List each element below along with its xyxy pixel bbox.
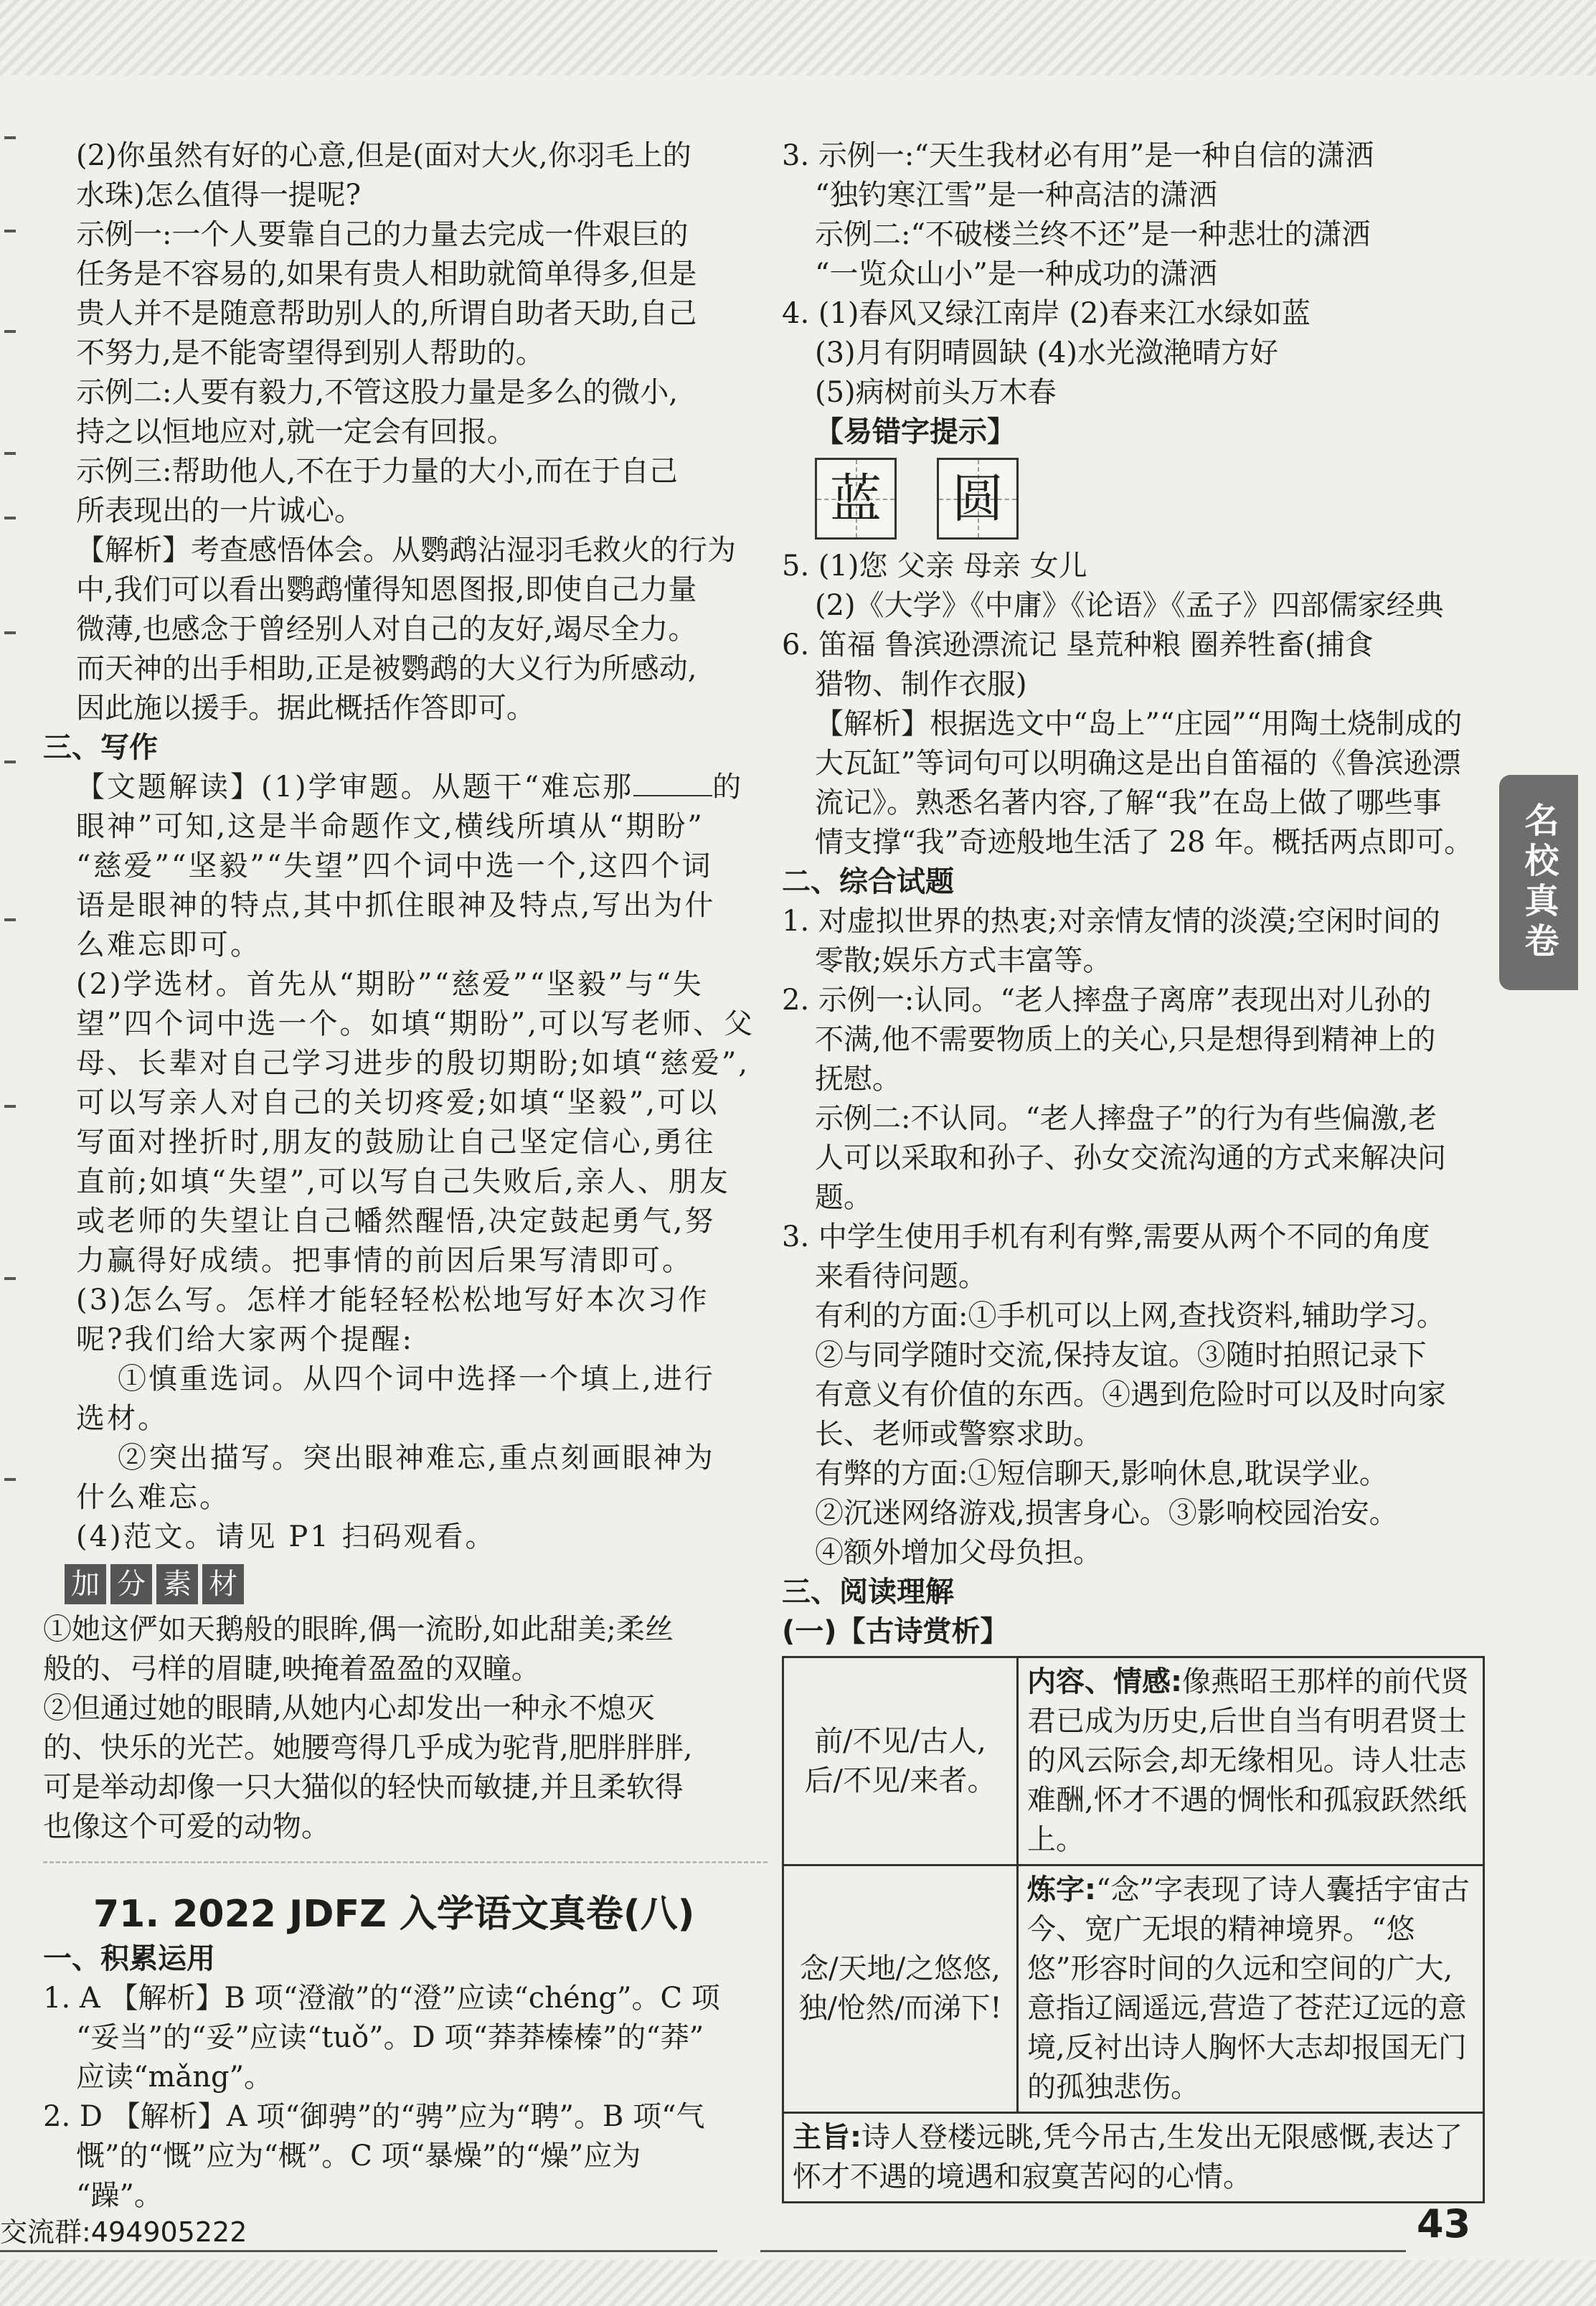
analysis-text: 诗人登楼远眺,凭今吊古,生发出无限感慨,表达了怀才不遇的境遇和寂寞苦闷的心情。 <box>793 2121 1463 2193</box>
poem-analysis-heading: (一)【古诗赏析】 <box>782 1615 1009 1648</box>
answer-line: 猎物、制作衣服) <box>815 668 1027 701</box>
section-heading-reading: 三、阅读理解 <box>782 1576 954 1609</box>
material-line: ①她这俨如天鹅般的眼眸,偶一流盼,如此甜美;柔丝 <box>43 1613 674 1646</box>
badge-char: 素 <box>156 1564 198 1604</box>
q3-line: 示例二:人要有毅力,不管这股力量是多么的微小, <box>76 376 678 409</box>
writing-line: 可以写亲人对自己的关切疼爱;如填“坚毅”,可以 <box>76 1086 719 1119</box>
writing-analysis <box>43 768 768 1557</box>
writing-line: 望”四个词中选一个。如填“期盼”,可以写老师、父 <box>76 1007 755 1040</box>
footer-rule-right <box>760 2250 1406 2252</box>
writing-line: 眼神”可知,这是半命题作文,横线所填从“期盼” <box>76 810 704 843</box>
answer-line: 6. 笛福 鲁滨逊漂流记 垦荒种粮 圈养牲畜(捕食 <box>782 629 1374 662</box>
q3-line: 中,我们可以看出鹦鹉懂得知恩图报,即使自己力量 <box>76 573 697 606</box>
answer-line: 有意义有价值的东西。④遇到危险时可以及时向家 <box>815 1378 1446 1411</box>
badge-char: 加 <box>65 1564 106 1604</box>
writing-line: 或老师的失望让自己幡然醒悟,决定鼓起勇气,努 <box>76 1205 716 1238</box>
material-line: ②但通过她的眼睛,从她内心却发出一种永不熄灭 <box>43 1692 655 1725</box>
left-margin-marks <box>0 115 22 2196</box>
question-3 <box>43 215 768 728</box>
right-column <box>782 136 1499 2203</box>
left-column <box>43 136 768 2216</box>
answer-line: 3. 中学生使用手机有利有弊,需要从两个不同的角度 <box>782 1220 1430 1253</box>
writing-line: 选材。 <box>76 1402 169 1435</box>
table-row <box>783 1865 1484 2113</box>
writing-line: (4)范文。请见 P1 扫码观看。 <box>76 1520 496 1553</box>
page-number: 43 <box>1417 2201 1471 2246</box>
answer-line: “独钓寒江雪”是一种高洁的潇洒 <box>815 179 1217 212</box>
answer-line: 【解析】根据选文中“岛上”“庄园”“用陶土烧制成的 <box>815 707 1463 740</box>
section-separator <box>43 1861 768 1872</box>
q3-line: 示例三:帮助他人,不在于力量的大小,而在于自己 <box>76 455 678 488</box>
analysis-text: “念”字表现了诗人囊括宇宙古今、宽广无垠的精神境界。“悠悠”形容时间的久远和空间的广大,意指辽阔遥远,营造了苍茫辽远的意境,反衬出诗人胸怀大志却报国无门的孤独悲伤。 <box>1027 1873 1470 2104</box>
answer-line: 情支撑“我”奇迹般地生活了 28 年。概括两点即可。 <box>815 826 1473 859</box>
answer-line: 2. D 【解析】A 项“御骋”的“骋”应为“聘”。B 项“气 <box>43 2100 705 2133</box>
q3-line: 示例一:一个人要靠自己的力量去完成一件艰巨的 <box>76 218 689 251</box>
paper-title: 71. 2022 JDFZ 入学语文真卷(八) <box>93 1893 695 1936</box>
q3-line: 而天神的出手相助,正是被鹦鹉的大义行为所感动, <box>76 652 697 685</box>
answer-line: (5)病树前头万木春 <box>815 376 1057 409</box>
fill-blank-line <box>633 773 712 796</box>
footer-rule-left <box>0 2250 717 2252</box>
writing-line: ②突出描写。突出眼神难忘,重点刻画眼神为 <box>118 1441 715 1474</box>
poem-lines-cell <box>783 1657 1018 1865</box>
answer-line: ②与同学随时交流,保持友谊。③随时拍照记录下 <box>815 1339 1427 1372</box>
answer-line: 人可以采取和孙子、孙女交流沟通的方式来解决问题。 <box>815 1142 1446 1214</box>
answer-line: 长、老师或警察求助。 <box>815 1418 1102 1451</box>
writing-line: 语是眼神的特点,其中抓住眼神及特点,写出为什 <box>76 889 716 922</box>
poem-line: 念/天地/之悠悠, <box>800 1952 1001 1985</box>
analysis-label: 内容、情感: <box>1027 1665 1182 1698</box>
typo-char: 圆 <box>951 468 1004 529</box>
answer-line: ②沉迷网络游戏,损害身心。③影响校园治安。 <box>815 1497 1398 1530</box>
answer-line: 慨”的“慨”应为“概”。C 项“暴燥”的“燥”应为 <box>76 2140 641 2173</box>
writing-line: “慈爱”“坚毅”“失望”四个词中选一个,这四个词 <box>76 850 713 883</box>
section-heading-writing: 三、写作 <box>43 731 158 764</box>
answer-line: 4. (1)春风又绿江南岸 (2)春来江水绿如蓝 <box>782 297 1311 330</box>
side-tab-label: 名校真卷 <box>1499 775 1578 990</box>
q3-line: 【解析】考查感悟体会。从鹦鹉沾湿羽毛救火的行为 <box>76 534 736 567</box>
answer-line: 抚慰。 <box>815 1063 901 1096</box>
answer-line: 有弊的方面:①短信聊天,影响休息,耽误学业。 <box>815 1457 1388 1490</box>
material-line: 也像这个可爱的动物。 <box>43 1810 330 1843</box>
analysis-cell <box>1018 1657 1484 1865</box>
q3-line: 任务是不容易的,如果有贵人相助就简单得多,但是 <box>76 258 697 291</box>
tian-grid-cell <box>815 458 897 540</box>
answer-line: 不满,他不需要物质上的关心,只是想得到精神上的 <box>815 1023 1436 1056</box>
answer-line: (2)《大学》《中庸》《论语》《孟子》四部儒家经典 <box>815 589 1444 622</box>
answer-line: “一览众山小”是一种成功的潇洒 <box>815 258 1217 291</box>
writing-line: 的 <box>712 771 744 804</box>
answer-line: 有利的方面:①手机可以上网,查找资料,辅助学习。 <box>815 1299 1445 1332</box>
analysis-label: 炼字: <box>1027 1873 1096 1906</box>
bonus-material-badge <box>65 1564 244 1604</box>
q3-line: 所表现出的一片诚心。 <box>76 494 363 527</box>
answer-line: ④额外增加父母负担。 <box>815 1536 1102 1569</box>
writing-line: 呢?我们给大家两个提醒: <box>76 1323 414 1356</box>
answer-line: 流记》。熟悉名著内容,了解“我”在岛上做了哪些事 <box>815 786 1442 819</box>
q3-line: 贵人并不是随意帮助别人的,所谓自助者天助,自己 <box>76 297 697 330</box>
section-heading-comprehensive: 二、综合试题 <box>782 865 954 898</box>
answer-line: 3. 示例一:“天生我材必有用”是一种自信的潇洒 <box>782 139 1374 172</box>
section-heading-accumulation: 一、积累运用 <box>43 1942 215 1975</box>
analysis-label: 主旨: <box>793 2121 861 2154</box>
writing-line: 什么难忘。 <box>76 1481 230 1514</box>
q3-line: 持之以恒地应对,就一定会有回报。 <box>76 415 516 448</box>
poem-lines-cell <box>783 1865 1018 2113</box>
answer-line: 示例二:不认同。“老人摔盘子”的行为有些偏激,老 <box>815 1102 1437 1135</box>
writing-line: 写面对挫折时,朋友的鼓励让自己坚定信心,勇往 <box>76 1126 716 1159</box>
q2-line: 水珠)怎么值得一提呢? <box>76 179 362 212</box>
footer-group-text: 交流群:494905222 <box>0 2216 247 2248</box>
answer-line: 5. (1)您 父亲 母亲 女儿 <box>782 550 1087 583</box>
typo-char: 蓝 <box>829 468 882 529</box>
tian-grid-cell <box>937 458 1019 540</box>
material-line: 可是举动却像一只大猫似的轻快而敏捷,并且柔软得 <box>43 1771 684 1804</box>
answer-line: 来看待问题。 <box>815 1260 987 1293</box>
answer-line: 大瓦缸”等词句可以明确这是出自笛福的《鲁滨逊漂 <box>815 747 1461 780</box>
analysis-text: 像燕昭王那样的前代贤君已成为历史,后世自当有明君贤士的风云际会,却无缘相见。诗人壮志难酬,怀才不遇的惆怅和孤寂跃然纸上。 <box>1027 1665 1469 1856</box>
writing-line: 力赢得好成绩。把事情的前因后果写清即可。 <box>76 1244 693 1277</box>
typo-hint-heading: 【易错字提示】 <box>815 415 1016 448</box>
answer-line: “妥当”的“妥”应读“tuǒ”。D 项“莽莽榛榛”的“莽” <box>76 2021 704 2054</box>
writing-line: ①慎重选词。从四个词中选择一个填上,进行 <box>118 1363 715 1396</box>
q3-line: 不努力,是不能寄望得到别人帮助的。 <box>76 337 544 370</box>
typo-char-grids <box>815 458 1499 540</box>
poem-line: 后/不见/来者。 <box>804 1764 996 1797</box>
q2-line: (2)你虽然有好的心意,但是(面对大火,你羽毛上的 <box>76 139 691 172</box>
answer-line: 2. 示例一:认同。“老人摔盘子离席”表现出对儿孙的 <box>782 984 1432 1017</box>
badge-char: 材 <box>202 1564 244 1604</box>
material-line: 的、快乐的光芒。她腰弯得几乎成为驼背,肥胖胖胖, <box>43 1731 693 1764</box>
writing-line: 直前;如填“失望”,可以写自己失败后,亲人、朋友 <box>76 1165 730 1198</box>
badge-char: 分 <box>110 1564 152 1604</box>
table-row <box>783 2113 1484 2203</box>
analysis-cell <box>1018 1865 1484 2113</box>
answer-line: 1. 对虚拟世界的热衷;对亲情友情的淡漠;空闲时间的 <box>782 905 1440 938</box>
top-paper-edge <box>0 0 1596 75</box>
answer-line: (3)月有阴晴圆缺 (4)水光潋滟晴方好 <box>815 337 1279 370</box>
material-line: 般的、弓样的眉睫,映掩着盈盈的双瞳。 <box>43 1652 540 1685</box>
answer-line: 零散;娱乐方式丰富等。 <box>815 944 1112 977</box>
table-row <box>783 1657 1484 1865</box>
poem-line: 独/怆然/而涕下! <box>798 1992 1002 2025</box>
writing-line: 【文题解读】(1)学审题。从题干“难忘那 <box>76 771 634 804</box>
bottom-paper-edge <box>0 2260 1596 2306</box>
theme-cell <box>783 2113 1484 2203</box>
answer-line: 1. A 【解析】B 项“澄澈”的“澄”应读“chéng”。C 项 <box>43 1982 720 2015</box>
q3-line: 微薄,也感念于曾经别人对自己的友好,竭尽全力。 <box>76 613 697 646</box>
answer-line: 示例二:“不破楼兰终不还”是一种悲壮的潇洒 <box>815 218 1371 251</box>
answer-line: “躁”。 <box>76 2179 163 2212</box>
answer-line: 应读“mǎng”。 <box>76 2061 273 2094</box>
writing-line: 么难忘即可。 <box>76 928 261 961</box>
poem-line: 前/不见/古人, <box>814 1724 986 1758</box>
writing-line: (3)怎么写。怎样才能轻轻松松地写好本次习作 <box>76 1284 709 1317</box>
bonus-material <box>43 1610 768 1847</box>
q3-line: 因此施以援手。据此概括作答即可。 <box>76 692 535 725</box>
writing-line: 母、长辈对自己学习进步的殷切期盼;如填“慈爱”, <box>76 1047 750 1080</box>
writing-line: (2)学选材。首先从“期盼”“慈爱”“坚毅”与“失 <box>76 968 704 1001</box>
poem-analysis-table <box>782 1656 1485 2203</box>
